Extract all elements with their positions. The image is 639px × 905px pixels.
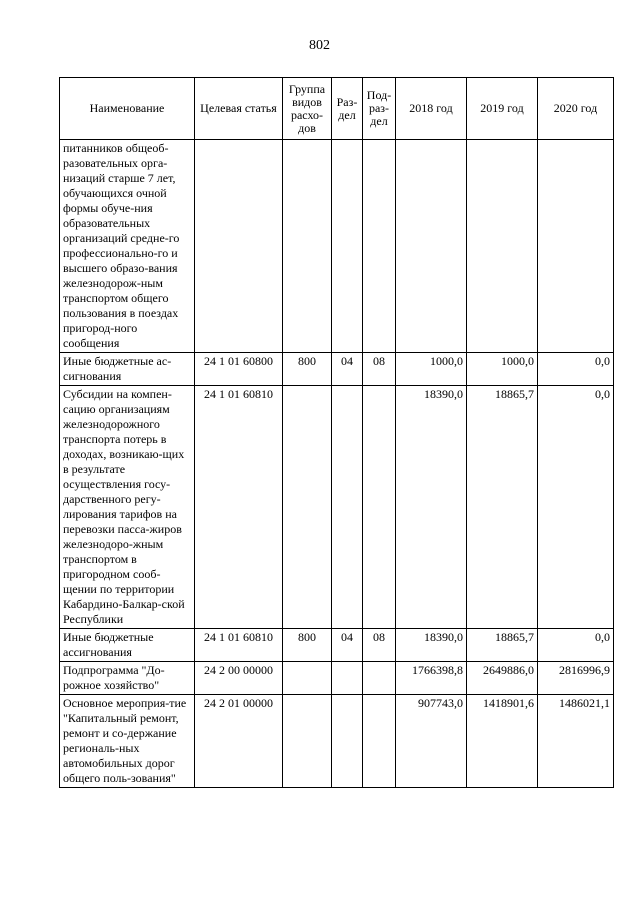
cell-name: Основное мероприя-тие "Капитальный ремонт, ремонт и со-держание региональ-ных автомобильных дорог общего поль-зования"	[60, 695, 195, 788]
cell-2020: 0,0	[538, 629, 614, 662]
cell-subsection	[363, 386, 396, 629]
cell-section	[332, 695, 363, 788]
cell-target: 24 1 01 60810	[195, 386, 283, 629]
cell-2019: 1000,0	[467, 353, 538, 386]
header-name: Наименование	[60, 78, 195, 140]
cell-subsection	[363, 662, 396, 695]
cell-target: 24 2 01 00000	[195, 695, 283, 788]
cell-subsection: 08	[363, 629, 396, 662]
header-2020: 2020 год	[538, 78, 614, 140]
cell-group	[283, 695, 332, 788]
table-row	[60, 140, 614, 353]
cell-target: 24 1 01 60800	[195, 353, 283, 386]
table-row	[60, 353, 614, 386]
cell-group: 800	[283, 629, 332, 662]
cell-2019	[467, 140, 538, 353]
cell-2018: 18390,0	[396, 386, 467, 629]
cell-subsection: 08	[363, 353, 396, 386]
cell-section	[332, 140, 363, 353]
cell-2019: 1418901,6	[467, 695, 538, 788]
cell-group	[283, 386, 332, 629]
header-subsection: Под-раз-дел	[363, 78, 396, 140]
table-header-row	[60, 78, 614, 140]
cell-2018	[396, 140, 467, 353]
cell-2018: 1000,0	[396, 353, 467, 386]
table-row	[60, 629, 614, 662]
table-row	[60, 386, 614, 629]
cell-name: Подпрограмма "До-рожное хозяйство"	[60, 662, 195, 695]
cell-group	[283, 140, 332, 353]
cell-2018: 1766398,8	[396, 662, 467, 695]
cell-subsection	[363, 140, 396, 353]
cell-2018: 18390,0	[396, 629, 467, 662]
cell-section: 04	[332, 629, 363, 662]
cell-subsection	[363, 695, 396, 788]
cell-target	[195, 140, 283, 353]
cell-group	[283, 662, 332, 695]
header-section: Раз-дел	[332, 78, 363, 140]
header-target: Целевая статья	[195, 78, 283, 140]
header-2018: 2018 год	[396, 78, 467, 140]
cell-target: 24 2 00 00000	[195, 662, 283, 695]
cell-2020: 0,0	[538, 353, 614, 386]
cell-target: 24 1 01 60810	[195, 629, 283, 662]
cell-section	[332, 662, 363, 695]
cell-2019: 18865,7	[467, 386, 538, 629]
cell-2018: 907743,0	[396, 695, 467, 788]
budget-table	[59, 77, 614, 788]
header-2019: 2019 год	[467, 78, 538, 140]
cell-group: 800	[283, 353, 332, 386]
cell-2019: 2649886,0	[467, 662, 538, 695]
cell-section: 04	[332, 353, 363, 386]
table-row	[60, 695, 614, 788]
cell-2020: 1486021,1	[538, 695, 614, 788]
header-group: Группа видов расхо-дов	[283, 78, 332, 140]
cell-name: питанников общеоб-разовательных орга-низаций старше 7 лет, обучающихся очной формы обуче-ния образовательных организаций средне-го профессионально-го и высшего образо-вания железнодорож-ным транспортом общего пользования в поездах пригород-ного сообщения	[60, 140, 195, 353]
page-number: 802	[309, 38, 330, 53]
cell-name: Субсидии на компен-сацию организациям железнодорожного транспорта потерь в доходах, возникаю-щих в результате осуществления госу-дарственного регу-лирования тарифов на перевозки пасса-жиров железнодоро-жным транспортом в пригородном сооб-щении по территории Кабардино-Балкар-ской Республики	[60, 386, 195, 629]
cell-name: Иные бюджетные ассигнования	[60, 629, 195, 662]
cell-2020	[538, 140, 614, 353]
cell-name: Иные бюджетные ас-сигнования	[60, 353, 195, 386]
cell-2019: 18865,7	[467, 629, 538, 662]
cell-2020: 0,0	[538, 386, 614, 629]
cell-2020: 2816996,9	[538, 662, 614, 695]
table-row	[60, 662, 614, 695]
cell-section	[332, 386, 363, 629]
